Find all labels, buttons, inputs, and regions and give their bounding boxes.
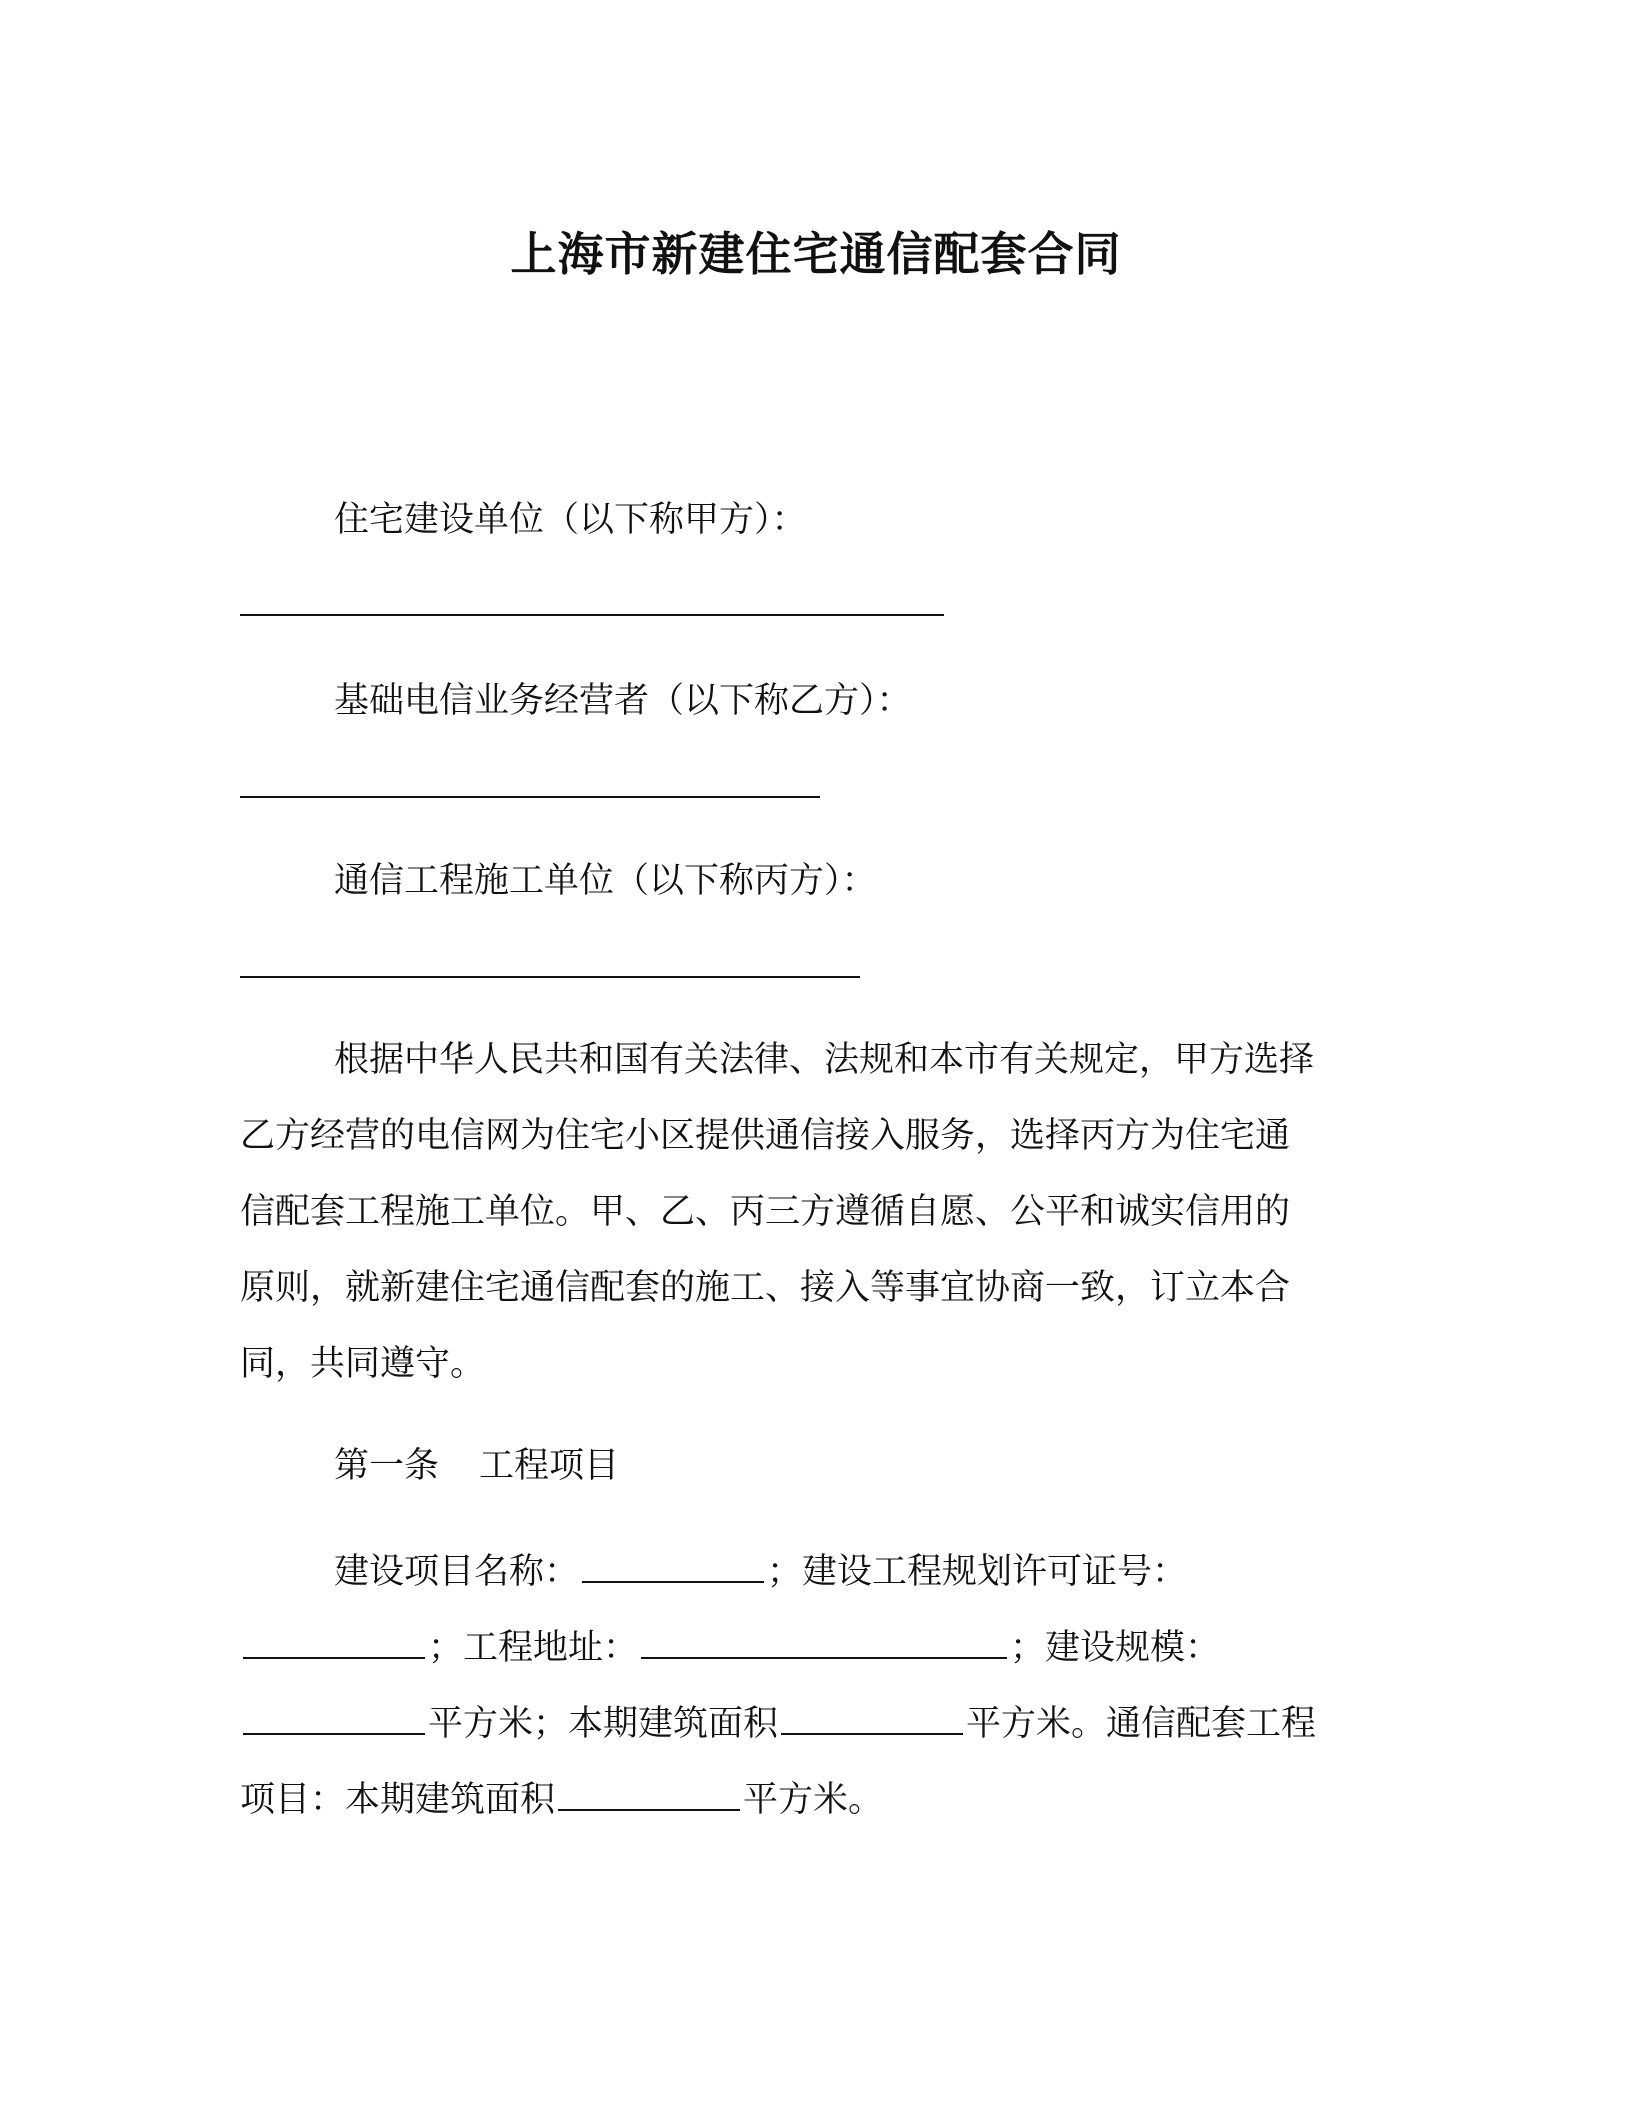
address-blank bbox=[641, 1653, 1007, 1659]
sqm-end: 平方米。 bbox=[743, 1780, 884, 1820]
permit-number-blank bbox=[243, 1653, 425, 1659]
sqm-suffix: 平方米；本期建筑面积 bbox=[428, 1704, 779, 1744]
preamble-line-5: 同，共同遵守。 bbox=[240, 1344, 486, 1384]
party-b-blank bbox=[240, 796, 820, 798]
party-c-label: 通信工程施工单位（以下称丙方）： bbox=[334, 861, 877, 901]
address-label: ；工程地址： bbox=[428, 1628, 639, 1668]
telecom-area-blank bbox=[558, 1805, 740, 1811]
preamble-line-4: 原则，就新建住宅通信配套的施工、接入等事宜协商一致，订立本合 bbox=[240, 1268, 1291, 1308]
preamble-line-3: 信配套工程施工单位。甲、乙、丙三方遵循自愿、公平和诚实信用的 bbox=[240, 1192, 1291, 1232]
article-1-name: 工程项目 bbox=[479, 1446, 620, 1486]
current-area-blank bbox=[781, 1729, 963, 1735]
scale-blank bbox=[243, 1729, 425, 1735]
article-1-line-2 bbox=[240, 1624, 1220, 1672]
article-1-line-4 bbox=[240, 1776, 883, 1824]
party-c-blank bbox=[240, 976, 860, 978]
project-name-label: 建设项目名称： bbox=[334, 1552, 580, 1592]
scale-label: ；建设规模： bbox=[1010, 1628, 1221, 1668]
party-a-label: 住宅建设单位（以下称甲方）： bbox=[334, 500, 807, 540]
article-1-heading bbox=[334, 1442, 619, 1490]
article-1-number: 第一条 bbox=[334, 1446, 440, 1486]
article-1-line-3 bbox=[240, 1700, 1316, 1748]
article-1-line-1 bbox=[334, 1548, 1187, 1596]
document-title: 上海市新建住宅通信配套合同 bbox=[510, 227, 1122, 281]
preamble-line-2: 乙方经营的电信网为住宅小区提供通信接入服务，选择丙方为住宅通 bbox=[240, 1116, 1291, 1156]
permit-label: ；建设工程规划许可证号： bbox=[767, 1552, 1188, 1592]
items-label: 项目：本期建筑面积 bbox=[240, 1780, 556, 1820]
preamble-line-1: 根据中华人民共和国有关法律、法规和本市有关规定，甲方选择 bbox=[334, 1040, 1315, 1080]
sqm-telecom: 平方米。通信配套工程 bbox=[966, 1704, 1317, 1744]
party-b-label: 基础电信业务经营者（以下称乙方）： bbox=[334, 681, 912, 721]
project-name-blank bbox=[582, 1577, 764, 1583]
party-a-blank bbox=[240, 614, 944, 616]
